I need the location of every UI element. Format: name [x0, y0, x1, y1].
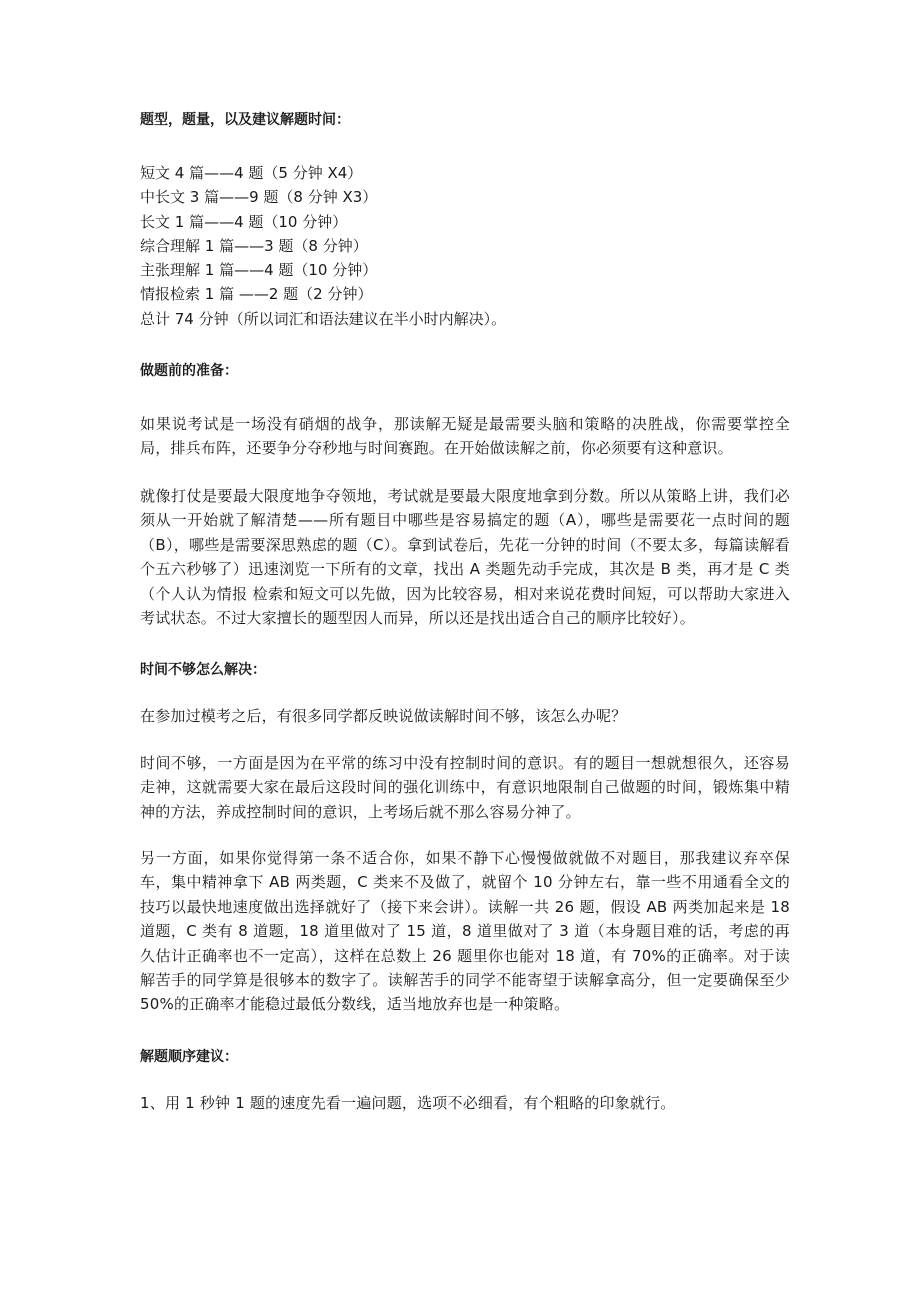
time-paragraph-1: 在参加过模考之后，有很多同学都反映说做读解时间不够，该怎么办呢？ [140, 707, 627, 726]
document-body [140, 108, 790, 1115]
list-item-total: 总计 74 分钟（所以词汇和语法建议在半小时内解决）。 [140, 309, 507, 328]
list-item: 中长文 3 篇——9 题（8 分钟 X3） [140, 188, 378, 207]
section-heading-preparation: 做题前的准备： [140, 363, 238, 380]
list-item: 综合理解 1 篇——3 题（8 分钟） [140, 236, 368, 255]
question-type-list [140, 161, 790, 331]
section-heading-solving-order: 解题顺序建议： [140, 1048, 238, 1065]
preparation-paragraph-2: 就像打仗是要最大限度地争夺领地，考试就是要最大限度地拿到分数。所以从策略上讲，我们必须从一开始就了解清楚——所有题目中哪些是容易搞定的题（A），哪些是需要花一点时间的题（B），哪些是需要深思熟虑的题（C）。拿到试卷后，先花一分钟的时间（不要太多，每篇读解看个五六秒够了）迅速浏览一下所有的文章，找出 A 类题先动手完成，其次是 B 类，再才是 C 类（个人认为情报 检索和短文可以先做，因为比较容易，相对来说花费时间短，可以帮助大家进入考试状态。不过大家擅长的题型因人而异，所以还是找出适合自己的顺序比较好）。 [140, 486, 790, 627]
list-item: 短文 4 篇——4 题（5 分钟 X4） [140, 164, 363, 182]
list-item: 长文 1 篇——4 题（10 分钟） [140, 212, 348, 231]
list-item: 情报检索 1 篇 ——2 题（2 分钟） [140, 285, 373, 304]
section-heading-time-shortage: 时间不够怎么解决： [140, 662, 266, 679]
time-paragraph-2: 时间不够，一方面是因为在平常的练习中没有控制时间的意识。有的题目一想就想很久，还容易走神，这就需要大家在最后这段时间的强化训练中，有意识地限制自己做题的时间，锻炼集中精神的方法，养成控制时间的意识，上考场后就不那么容易分神了。 [140, 753, 790, 821]
time-paragraph-3: 另一方面，如果你觉得第一条不适合你，如果不静下心慢慢做就做不对题目，那我建议弃卒保车，集中精神拿下 AB 两类题，C 类来不及做了，就留个 10 分钟左右，靠一些不用通看全文的技巧以最快地速度做出选择就好了（接下来会讲）。读解一共 26 题，假设 AB 两类加起来是 18 道题，C 类有 8 道题，18 道里做对了 15 道，8 道里做对了 3 道（本身题目难的话，考虑的再久估计正确率也不一定高），这样在总数上 26 题里你也能对 18 道，有 70%的正确率。对于读解苦手的同学算是很够本的数字了。读解苦手的同学不能寄望于读解拿高分，但一定要确保至少 50%的正确率才能稳过最低分数线，适当地放弃也是一种策略。 [140, 848, 790, 1014]
section-heading-question-types: 题型，题量，以及建议解题时间： [140, 112, 350, 128]
preparation-paragraph-1: 如果说考试是一场没有硝烟的战争，那读解无疑是最需要头脑和策略的决胜战，你需要掌控全局，排兵布阵，还要争分夺秒地与时间赛跑。在开始做读解之前，你必须要有这种意识。 [140, 415, 790, 458]
list-item: 主张理解 1 篇——4 题（10 分钟） [140, 261, 378, 280]
order-paragraph-1: 1、用 1 秒钟 1 题的速度先看一遍问题，选项不必细看，有个粗略的印象就行。 [140, 1093, 676, 1112]
